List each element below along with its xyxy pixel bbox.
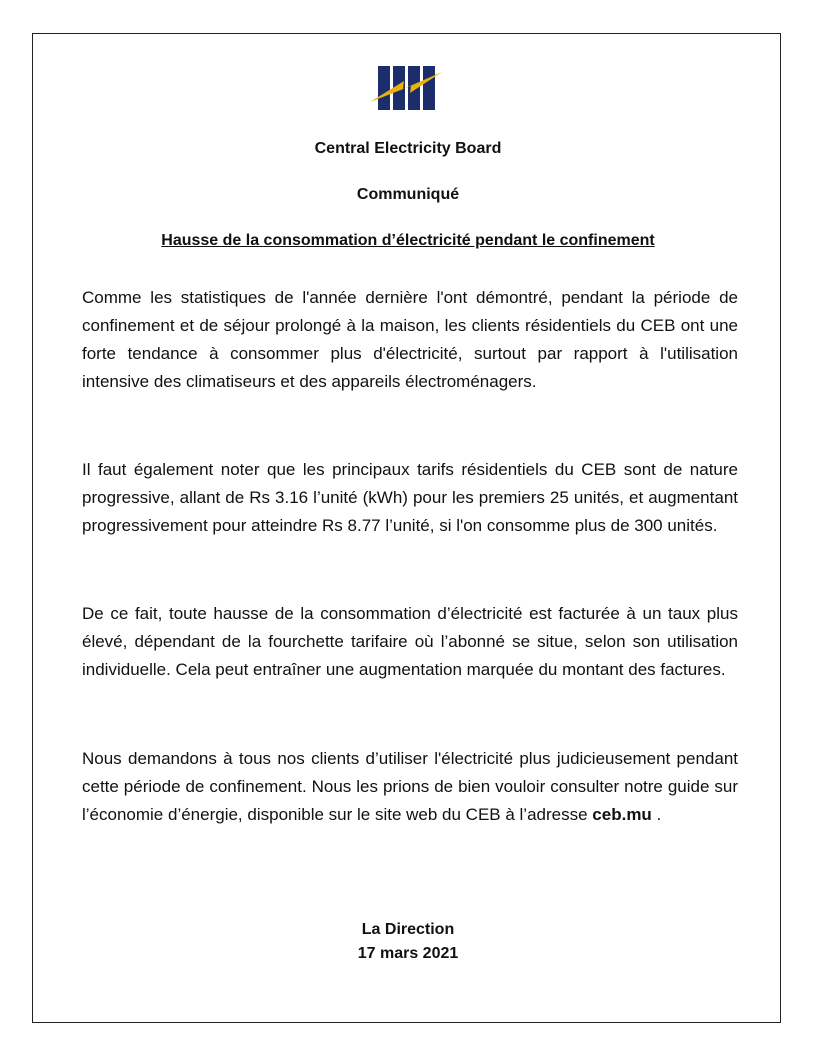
signature-block [0,918,816,966]
paragraph-4-text: Nous demandons à tous nos clients d’utiliser l'électricité plus judicieusement pendant cette période de confinement. Nous les prions de bien vouloir consulter notre guide sur l’économie d’énergie, disponible sur le site web du CEB à l’adresse [82,749,738,824]
ceb-lightning-logo-icon [370,66,442,110]
signatory: La Direction [361,921,455,938]
organization-name: Central Electricity Board [314,140,502,157]
document-date: 17 mars 2021 [357,945,459,962]
document-subject: Hausse de la consommation d’électricité pendant le confinement [161,232,655,249]
document-type: Communiqué [356,186,460,203]
body-paragraph-3: De ce fait, toute hausse de la consommation d’électricité est facturée à un taux plus élevé, dépendant de la fourchette tarifaire où l’abonné se situe, selon son utilisation individuelle. Cela peut entraîner une augmentation marquée du montant des factures. [82,604,738,679]
body-paragraph-2: Il faut également noter que les principaux tarifs résidentiels du CEB sont de nature progressive, allant de Rs 3.16 l’unité (kWh) pour les premiers 25 unités, et augmentant progressivement pour atteindre Rs 8.77 l’unité, si l'on consomme plus de 300 unités. [82,460,738,535]
website-link[interactable]: ceb.mu [592,805,652,824]
body-paragraph-1: Comme les statistiques de l'année dernière l'ont démontré, pendant la période de confinement et de séjour prolongé à la maison, les clients résidentiels du CEB ont une forte tendance à consommer plus d'électricité, surtout par rapport à l'utilisation intensive des climatiseurs et des appareils électroménagers. [82,288,738,391]
body-paragraph-4 [82,745,738,829]
paragraph-4-end: . [651,805,662,824]
